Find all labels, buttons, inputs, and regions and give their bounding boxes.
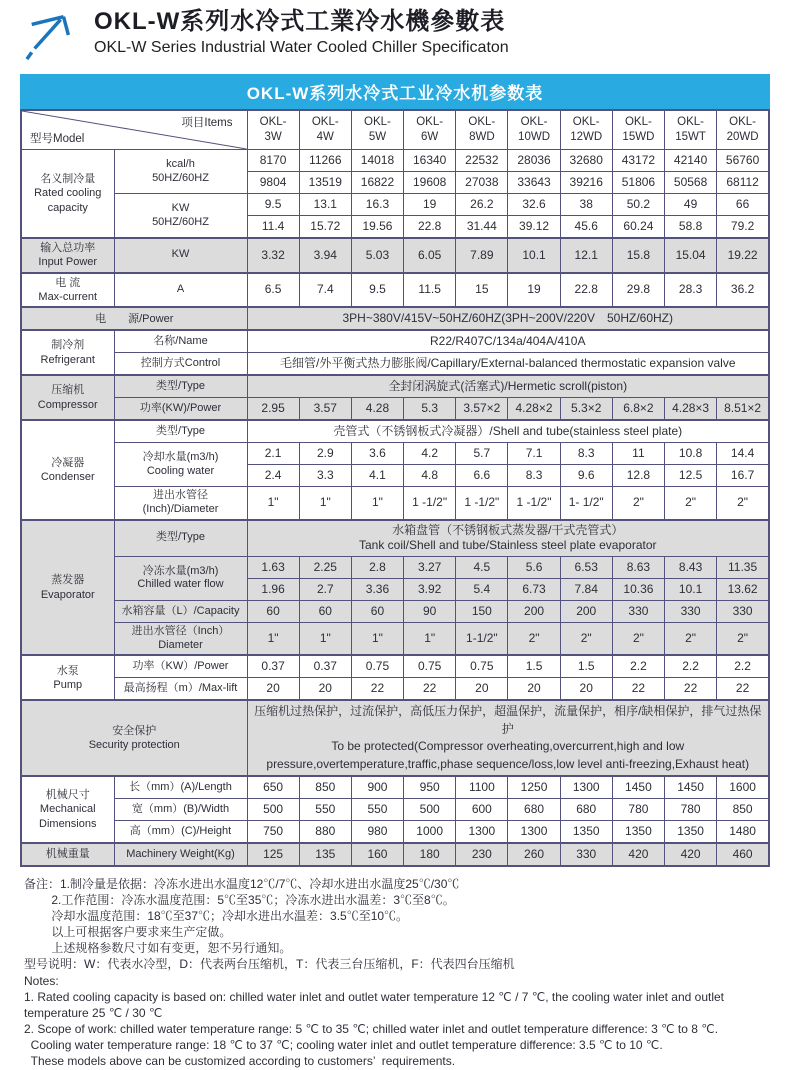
- value-cell: 60: [299, 600, 351, 622]
- value-cell: 5.6: [508, 556, 560, 578]
- value-cell: 7.1: [508, 443, 560, 465]
- row-item-label: 冷冻水量(m3/h) Chilled water flow: [114, 556, 247, 600]
- value-cell: 26.2: [456, 194, 508, 216]
- value-cell: 180: [404, 843, 456, 866]
- value-cell: 8.51×2: [717, 398, 769, 421]
- value-cell: 27038: [456, 172, 508, 194]
- value-cell: 20: [560, 678, 612, 701]
- model-header: OKL- 20WD: [717, 110, 769, 150]
- value-cell: 2": [665, 487, 717, 520]
- value-cell: 2.7: [299, 578, 351, 600]
- value-cell: 2": [612, 487, 664, 520]
- value-cell: 60.24: [612, 216, 664, 239]
- value-cell: 1300: [456, 820, 508, 843]
- value-cell: 600: [456, 798, 508, 820]
- value-cell: 230: [456, 843, 508, 866]
- note-line: 型号说明：W：代表水冷型，D：代表两台压缩机，T：代表三台压缩机，F：代表四台压缩机: [24, 956, 515, 971]
- value-cell: 2": [560, 622, 612, 655]
- value-cell: 2.2: [717, 655, 769, 678]
- value-cell: 1600: [717, 776, 769, 799]
- row-item-label: 长（mm）(A)/Length: [114, 776, 247, 799]
- table-row: [21, 520, 769, 557]
- value-cell: 2": [612, 622, 664, 655]
- value-cell: 66: [717, 194, 769, 216]
- value-cell: 16.7: [717, 465, 769, 487]
- row-group-label: 名义制冷量 Rated cooling capacity: [21, 150, 114, 239]
- row-group-label: 机械重量: [21, 843, 114, 866]
- value-cell: 12.1: [560, 238, 612, 273]
- value-cell: 58.8: [665, 216, 717, 239]
- table-row: [21, 194, 769, 216]
- value-cell: 9804: [247, 172, 299, 194]
- model-header: OKL- 3W: [247, 110, 299, 150]
- value-cell: 2.1: [247, 443, 299, 465]
- value-cell: 9.6: [560, 465, 612, 487]
- value-cell: 6.8×2: [612, 398, 664, 421]
- value-cell: 200: [508, 600, 560, 622]
- value-cell: 0.37: [247, 655, 299, 678]
- value-cell: 4.28×2: [508, 398, 560, 421]
- corner-model-label: 型号Model: [30, 133, 85, 145]
- value-cell: 150: [456, 600, 508, 622]
- value-cell: 260: [508, 843, 560, 866]
- value-cell: 135: [299, 843, 351, 866]
- row-item-label: 水箱容量（L）/Capacity: [114, 600, 247, 622]
- value-cell: 壳管式（不锈钢板式冷凝器）/Shell and tube(stainless steel plate): [247, 420, 769, 443]
- value-cell: 2.25: [299, 556, 351, 578]
- value-cell: 2.9: [299, 443, 351, 465]
- value-cell: 1": [247, 487, 299, 520]
- value-cell: 200: [560, 600, 612, 622]
- value-cell: 330: [612, 600, 664, 622]
- value-cell: 11.35: [717, 556, 769, 578]
- table-row: [21, 820, 769, 843]
- row-group-label: 压缩机 Compressor: [21, 375, 114, 420]
- corner-cell: [21, 110, 247, 150]
- value-cell: R22/R407C/134a/404A/410A: [247, 330, 769, 353]
- value-cell: 8.63: [612, 556, 664, 578]
- table-row: [21, 487, 769, 520]
- row-group-label: 制冷剂 Refrigerant: [21, 330, 114, 375]
- value-cell: 19608: [404, 172, 456, 194]
- value-cell: 28036: [508, 150, 560, 172]
- value-cell: 3.92: [404, 578, 456, 600]
- value-cell: 900: [351, 776, 403, 799]
- row-item-label: 名称/Name: [114, 330, 247, 353]
- value-cell: 68112: [717, 172, 769, 194]
- table-row: [21, 353, 769, 376]
- value-cell: 32680: [560, 150, 612, 172]
- page-title-zh: OKL-W系列水冷式工業冷水機參數表: [94, 8, 506, 35]
- model-header: OKL- 4W: [299, 110, 351, 150]
- value-cell: 49: [665, 194, 717, 216]
- row-item-label: 冷却水量(m3/h) Cooling water: [114, 443, 247, 487]
- note-line: Notes:: [24, 973, 59, 988]
- value-cell: 2.2: [665, 655, 717, 678]
- note-line: 冷却水温度范围：18℃至37℃；冷却水进出水温差：3.5℃至10℃。: [24, 908, 409, 923]
- value-cell: 15.72: [299, 216, 351, 239]
- value-cell: 1450: [665, 776, 717, 799]
- value-cell: 500: [247, 798, 299, 820]
- table-row: [21, 622, 769, 655]
- row-group-label: 输入总功率 Input Power: [21, 238, 114, 273]
- value-cell: 11: [612, 443, 664, 465]
- value-cell: 19: [404, 194, 456, 216]
- row-item-label: KW 50HZ/60HZ: [114, 194, 247, 239]
- value-cell: 43172: [612, 150, 664, 172]
- value-cell: 20: [247, 678, 299, 701]
- value-cell: 39.12: [508, 216, 560, 239]
- value-cell: 1300: [508, 820, 560, 843]
- value-cell: 水箱盘管（不锈钢板式蒸发器/干式壳管式） Tank coil/Shell and tube/Stainless steel plate evaporator: [247, 520, 769, 557]
- value-cell: 1": [247, 622, 299, 655]
- value-cell: 3.32: [247, 238, 299, 273]
- value-cell: 38: [560, 194, 612, 216]
- value-cell: 780: [612, 798, 664, 820]
- value-cell: 4.5: [456, 556, 508, 578]
- note-line: 2. Scope of work: chilled water temperature range: 5 ℃ to 35 ℃; chilled water inlet and outlet temperature difference: 3 ℃ to 8 ℃.: [24, 1021, 719, 1036]
- value-cell: 7.4: [299, 273, 351, 308]
- value-cell: 29.8: [612, 273, 664, 308]
- arrow-logo-icon: [18, 8, 84, 62]
- value-cell: 15.04: [665, 238, 717, 273]
- value-cell: 420: [665, 843, 717, 866]
- spec-table: [20, 109, 770, 867]
- value-cell: 3.6: [351, 443, 403, 465]
- row-item-label: 功率(KW)/Power: [114, 398, 247, 421]
- value-cell: 330: [665, 600, 717, 622]
- value-cell: 22532: [456, 150, 508, 172]
- value-cell: 20: [508, 678, 560, 701]
- value-cell: 780: [665, 798, 717, 820]
- value-cell: 90: [404, 600, 456, 622]
- row-item-label: Machinery Weight(Kg): [114, 843, 247, 866]
- value-cell: 8.43: [665, 556, 717, 578]
- table-row: [21, 655, 769, 678]
- model-header-row: [21, 110, 769, 150]
- value-cell: 50.2: [612, 194, 664, 216]
- value-cell: 13.62: [717, 578, 769, 600]
- value-cell: 880: [299, 820, 351, 843]
- table-row: [21, 330, 769, 353]
- value-cell: 1480: [717, 820, 769, 843]
- note-line: 备注：1.制冷量是依据：冷冻水进出水温度12℃/7℃、冷却水进出水温度25℃/30℃: [24, 876, 460, 891]
- value-cell: 3.57×2: [456, 398, 508, 421]
- row-item-label: 进出水管径 (Inch)/Diameter: [114, 487, 247, 520]
- value-cell: 32.6: [508, 194, 560, 216]
- table-row: [21, 273, 769, 308]
- value-cell: 4.8: [404, 465, 456, 487]
- value-cell: 8170: [247, 150, 299, 172]
- value-cell: 51806: [612, 172, 664, 194]
- value-cell: 15.8: [612, 238, 664, 273]
- value-cell: 125: [247, 843, 299, 866]
- value-cell: 1 -1/2": [456, 487, 508, 520]
- row-item-label: 类型/Type: [114, 375, 247, 398]
- model-header: OKL- 10WD: [508, 110, 560, 150]
- row-item-label: 最高扬程（m）/Max-lift: [114, 678, 247, 701]
- value-cell: 1.5: [508, 655, 560, 678]
- value-cell: 850: [299, 776, 351, 799]
- model-header: OKL- 15WD: [612, 110, 664, 150]
- table-caption: OKL-W系列水冷式工业冷水机参数表: [20, 74, 770, 109]
- value-cell: 750: [247, 820, 299, 843]
- value-cell: 39216: [560, 172, 612, 194]
- value-cell: 20: [456, 678, 508, 701]
- table-row: [21, 420, 769, 443]
- note-line: 以上可根据客户要求来生产定做。: [24, 924, 232, 939]
- value-cell: 1250: [508, 776, 560, 799]
- value-cell: 3.27: [404, 556, 456, 578]
- value-cell: 13519: [299, 172, 351, 194]
- value-cell: 1100: [456, 776, 508, 799]
- value-cell: 6.73: [508, 578, 560, 600]
- value-cell: 12.5: [665, 465, 717, 487]
- value-cell: 3PH~380V/415V~50HZ/60HZ(3PH~200V/220V 50HZ/60HZ): [247, 307, 769, 330]
- value-cell: 14.4: [717, 443, 769, 465]
- title-block: [94, 8, 509, 57]
- note-line: Cooling water temperature range: 18 ℃ to 37 ℃; cooling water inlet and outlet temperature difference: 3.5 ℃ to 10 ℃.: [24, 1037, 663, 1052]
- value-cell: 2": [717, 622, 769, 655]
- value-cell: 500: [404, 798, 456, 820]
- value-cell: 1350: [612, 820, 664, 843]
- value-cell: 2": [665, 622, 717, 655]
- value-cell: 6.6: [456, 465, 508, 487]
- table-row: [21, 398, 769, 421]
- model-header: OKL- 12WD: [560, 110, 612, 150]
- notes-zh: [24, 876, 770, 972]
- value-cell: 60: [247, 600, 299, 622]
- note-line: 上述规格参数尺寸如有变更，恕不另行通知。: [24, 940, 292, 955]
- row-group-label: 安全保护 Security protection: [21, 700, 247, 776]
- value-cell: 0.75: [404, 655, 456, 678]
- value-cell: 950: [404, 776, 456, 799]
- value-cell: 16822: [351, 172, 403, 194]
- value-cell: 10.36: [612, 578, 664, 600]
- model-header: OKL- 15WT: [665, 110, 717, 150]
- value-cell: 11.5: [404, 273, 456, 308]
- notes-en: [24, 974, 770, 1070]
- value-cell: 550: [351, 798, 403, 820]
- row-item-label: A: [114, 273, 247, 308]
- value-cell: 1450: [612, 776, 664, 799]
- value-cell: 22: [612, 678, 664, 701]
- table-row: [21, 307, 769, 330]
- value-cell: 22: [404, 678, 456, 701]
- value-cell: 3.94: [299, 238, 351, 273]
- value-cell: 5.4: [456, 578, 508, 600]
- value-cell: 20: [299, 678, 351, 701]
- value-cell: 5.03: [351, 238, 403, 273]
- corner-items-label: 项目Items: [181, 117, 233, 129]
- value-cell: 1300: [560, 776, 612, 799]
- page-title-en: OKL-W Series Industrial Water Cooled Chiller Specificaton: [94, 38, 509, 56]
- model-header: OKL- 5W: [351, 110, 403, 150]
- value-cell: 15: [456, 273, 508, 308]
- value-cell: 1": [351, 487, 403, 520]
- value-cell: 33643: [508, 172, 560, 194]
- model-header: OKL- 8WD: [456, 110, 508, 150]
- value-cell: 14018: [351, 150, 403, 172]
- value-cell: 650: [247, 776, 299, 799]
- value-cell: 7.84: [560, 578, 612, 600]
- value-cell: 60: [351, 600, 403, 622]
- row-item-label: 宽（mm）(B)/Width: [114, 798, 247, 820]
- row-group-label: 蒸发器 Evaporator: [21, 520, 114, 656]
- value-cell: 1 -1/2": [404, 487, 456, 520]
- value-cell: 3.3: [299, 465, 351, 487]
- row-item-label: KW: [114, 238, 247, 273]
- value-cell: 420: [612, 843, 664, 866]
- value-cell: 1.96: [247, 578, 299, 600]
- value-cell: 1": [299, 487, 351, 520]
- row-item-label: kcal/h 50HZ/60HZ: [114, 150, 247, 194]
- table-row: [21, 443, 769, 465]
- value-cell: 6.5: [247, 273, 299, 308]
- table-row: [21, 556, 769, 578]
- value-cell: 19.22: [717, 238, 769, 273]
- value-cell: 4.28×3: [665, 398, 717, 421]
- row-group-label: 电 流 Max-current: [21, 273, 114, 308]
- value-cell: 1": [299, 622, 351, 655]
- value-cell: 2.4: [247, 465, 299, 487]
- value-cell: 36.2: [717, 273, 769, 308]
- row-item-label: 高（mm）(C)/Height: [114, 820, 247, 843]
- table-row: [21, 678, 769, 701]
- value-cell: 5.3: [404, 398, 456, 421]
- value-cell: 19.56: [351, 216, 403, 239]
- value-cell: 1.5: [560, 655, 612, 678]
- table-row: [21, 600, 769, 622]
- value-cell: 6.05: [404, 238, 456, 273]
- page-header: [0, 0, 790, 62]
- value-cell: 680: [508, 798, 560, 820]
- table-row: [21, 700, 769, 776]
- value-cell: 0.37: [299, 655, 351, 678]
- value-cell: 1000: [404, 820, 456, 843]
- value-cell: 50568: [665, 172, 717, 194]
- value-cell: 12.8: [612, 465, 664, 487]
- note-line: 2.工作范围：冷冻水温度范围：5℃至35℃；冷冻水进出水温差：3℃至8℃。: [24, 892, 455, 907]
- value-cell: 2": [508, 622, 560, 655]
- value-cell: 1": [351, 622, 403, 655]
- value-cell: 2.8: [351, 556, 403, 578]
- value-cell: 42140: [665, 150, 717, 172]
- value-cell: 45.6: [560, 216, 612, 239]
- table-row: [21, 150, 769, 172]
- table-row: [21, 238, 769, 273]
- value-cell: 28.3: [665, 273, 717, 308]
- value-cell: 16340: [404, 150, 456, 172]
- model-header: OKL- 6W: [404, 110, 456, 150]
- value-cell: 22.8: [560, 273, 612, 308]
- value-cell: 9.5: [351, 273, 403, 308]
- value-cell: 0.75: [351, 655, 403, 678]
- value-cell: 3.36: [351, 578, 403, 600]
- value-cell: 1350: [665, 820, 717, 843]
- value-cell: 7.89: [456, 238, 508, 273]
- value-cell: 8.3: [508, 465, 560, 487]
- table-row: [21, 375, 769, 398]
- value-cell: 22: [717, 678, 769, 701]
- value-cell: 2.95: [247, 398, 299, 421]
- value-cell: 1- 1/2": [560, 487, 612, 520]
- value-cell: 16.3: [351, 194, 403, 216]
- table-row: [21, 798, 769, 820]
- value-cell: 4.28: [351, 398, 403, 421]
- row-item-label: 进出水管径（Inch） Diameter: [114, 622, 247, 655]
- value-cell: 10.1: [665, 578, 717, 600]
- value-cell: 13.1: [299, 194, 351, 216]
- value-cell: 160: [351, 843, 403, 866]
- value-cell: 22.8: [404, 216, 456, 239]
- row-group-label: 电 源/Power: [21, 307, 247, 330]
- value-cell: 680: [560, 798, 612, 820]
- value-cell: 79.2: [717, 216, 769, 239]
- value-cell: 4.1: [351, 465, 403, 487]
- value-cell: 550: [299, 798, 351, 820]
- value-cell: 31.44: [456, 216, 508, 239]
- value-cell: 11.4: [247, 216, 299, 239]
- value-cell: 1 -1/2": [508, 487, 560, 520]
- note-line: These models above can be customized according to customers’ requirements.: [24, 1053, 456, 1068]
- row-item-label: 控制方式Control: [114, 353, 247, 376]
- value-cell: 8.3: [560, 443, 612, 465]
- table-row: [21, 776, 769, 799]
- value-cell: 0.75: [456, 655, 508, 678]
- value-cell: 全封闭涡旋式(活塞式)/Hermetic scroll(piston): [247, 375, 769, 398]
- value-cell: 5.3×2: [560, 398, 612, 421]
- row-group-label: 水泵 Pump: [21, 655, 114, 700]
- value-cell: 19: [508, 273, 560, 308]
- row-item-label: 功率（KW）/Power: [114, 655, 247, 678]
- value-cell: 850: [717, 798, 769, 820]
- value-cell: 1350: [560, 820, 612, 843]
- value-cell: 压缩机过热保护，过流保护，高低压力保护，超温保护，流量保护，相序/缺相保护，排气过热保护 To be protected(Compressor overheating,overcurrent,high and low pressure,overtemperature,traffic,phase sequence/loss,low level anti-freezing,Exhaust heat): [247, 700, 769, 776]
- value-cell: 毛细管/外平衡式热力膨胀阀/Capillary/External-balanced thermostatic expansion valve: [247, 353, 769, 376]
- value-cell: 1-1/2": [456, 622, 508, 655]
- value-cell: 2": [717, 487, 769, 520]
- value-cell: 5.7: [456, 443, 508, 465]
- note-line: 1. Rated cooling capacity is based on: chilled water inlet and outlet water temperature 12 ℃ / 7 ℃, the cooling water inlet and outlet: [24, 989, 725, 1004]
- row-item-label: 类型/Type: [114, 420, 247, 443]
- value-cell: 460: [717, 843, 769, 866]
- value-cell: 10.1: [508, 238, 560, 273]
- value-cell: 1.63: [247, 556, 299, 578]
- row-group-label: 机械尺寸 Mechanical Dimensions: [21, 776, 114, 843]
- value-cell: 980: [351, 820, 403, 843]
- value-cell: 330: [717, 600, 769, 622]
- value-cell: 6.53: [560, 556, 612, 578]
- table-row: [21, 843, 769, 866]
- value-cell: 3.57: [299, 398, 351, 421]
- value-cell: 56760: [717, 150, 769, 172]
- value-cell: 11266: [299, 150, 351, 172]
- value-cell: 9.5: [247, 194, 299, 216]
- value-cell: 10.8: [665, 443, 717, 465]
- value-cell: 330: [560, 843, 612, 866]
- value-cell: 2.2: [612, 655, 664, 678]
- value-cell: 1": [404, 622, 456, 655]
- row-group-label: 冷凝器 Condenser: [21, 420, 114, 520]
- note-line: temperature 25 ℃ / 30 ℃: [24, 1005, 163, 1020]
- value-cell: 22: [351, 678, 403, 701]
- row-item-label: 类型/Type: [114, 520, 247, 557]
- value-cell: 4.2: [404, 443, 456, 465]
- value-cell: 22: [665, 678, 717, 701]
